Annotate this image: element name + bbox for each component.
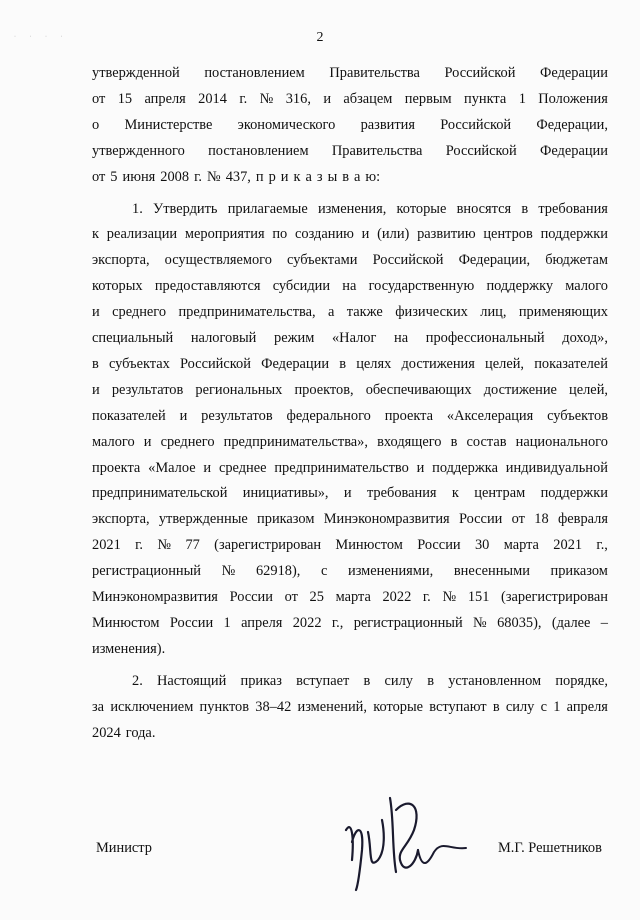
page-number: 2 bbox=[316, 30, 324, 45]
text-line: специальный налоговый режим «Налог на профессиональный доход», bbox=[92, 330, 608, 346]
scan-artifact: · · · · bbox=[14, 34, 69, 40]
text-line: малого и среднего предпринимательства», входящего в состав национального bbox=[92, 433, 608, 450]
text-line: о Министерстве экономического развития Российской Федерации, bbox=[92, 116, 608, 133]
text-line: от 5 июня 2008 г. № 437, п р и к а з ы в а ю: bbox=[92, 168, 381, 185]
text-line: утвержденной постановлением Правительства Российской Федерации bbox=[92, 65, 608, 81]
text-line: 1. Утвердить прилагаемые изменения, которые вносятся в требования bbox=[132, 200, 608, 217]
text-line: за исключением пунктов 38–42 изменений, которые вступают в силу с 1 апреля bbox=[92, 698, 608, 715]
text-line: Минэкономразвития России от 25 марта 2022 г. № 151 (зарегистрирован bbox=[92, 589, 608, 605]
text-line: к реализации мероприятия по созданию и (или) развитию центров поддержки bbox=[92, 226, 608, 243]
signer-title: Министр bbox=[96, 840, 152, 856]
text-line: экспорта, утвержденные приказом Минэкономразвития России от 18 февраля bbox=[92, 511, 608, 528]
text-line: Минюстом России 1 апреля 2022 г., регистрационный № 68035), (далее – bbox=[92, 614, 608, 631]
text-line: проекта «Малое и среднее предпринимательство и поддержка индивидуальной bbox=[92, 459, 608, 476]
text-line: регистрационный № 62918), с изменениями, внесенными приказом bbox=[92, 563, 608, 580]
text-line: и среднего предпринимательства, а также физических лиц, применяющих bbox=[92, 304, 608, 321]
handwritten-signature bbox=[338, 790, 468, 895]
text-line: показателей и результатов федерального проекта «Акселерация субъектов bbox=[92, 407, 608, 424]
text-line: изменения). bbox=[92, 640, 166, 657]
text-line: утвержденного постановлением Правительства Российской Федерации bbox=[92, 142, 608, 159]
text-line: экспорта, осуществляемого субъектами Российской Федерации, бюджетам bbox=[92, 252, 608, 269]
text-line: предпринимательской инициативы», и требования к центрам поддержки bbox=[92, 485, 608, 502]
signer-name: М.Г. Решетников bbox=[498, 840, 602, 856]
text-line: в субъектах Российской Федерации в целях достижения целей, показателей bbox=[92, 355, 608, 372]
text-line: которых предоставляются субсидии на государственную поддержку малого bbox=[92, 278, 608, 295]
text-line: 2021 г. № 77 (зарегистрирован Минюстом России 30 марта 2021 г., bbox=[92, 537, 608, 554]
text-line: 2024 года. bbox=[92, 724, 156, 741]
text-line: и результатов региональных проектов, обеспечивающих достижение целей, bbox=[92, 381, 608, 398]
signature-block bbox=[0, 790, 640, 900]
text-line: 2. Настоящий приказ вступает в силу в установленном порядке, bbox=[132, 672, 608, 689]
text-line: от 15 апреля 2014 г. № 316, и абзацем первым пункта 1 Положения bbox=[92, 90, 608, 107]
